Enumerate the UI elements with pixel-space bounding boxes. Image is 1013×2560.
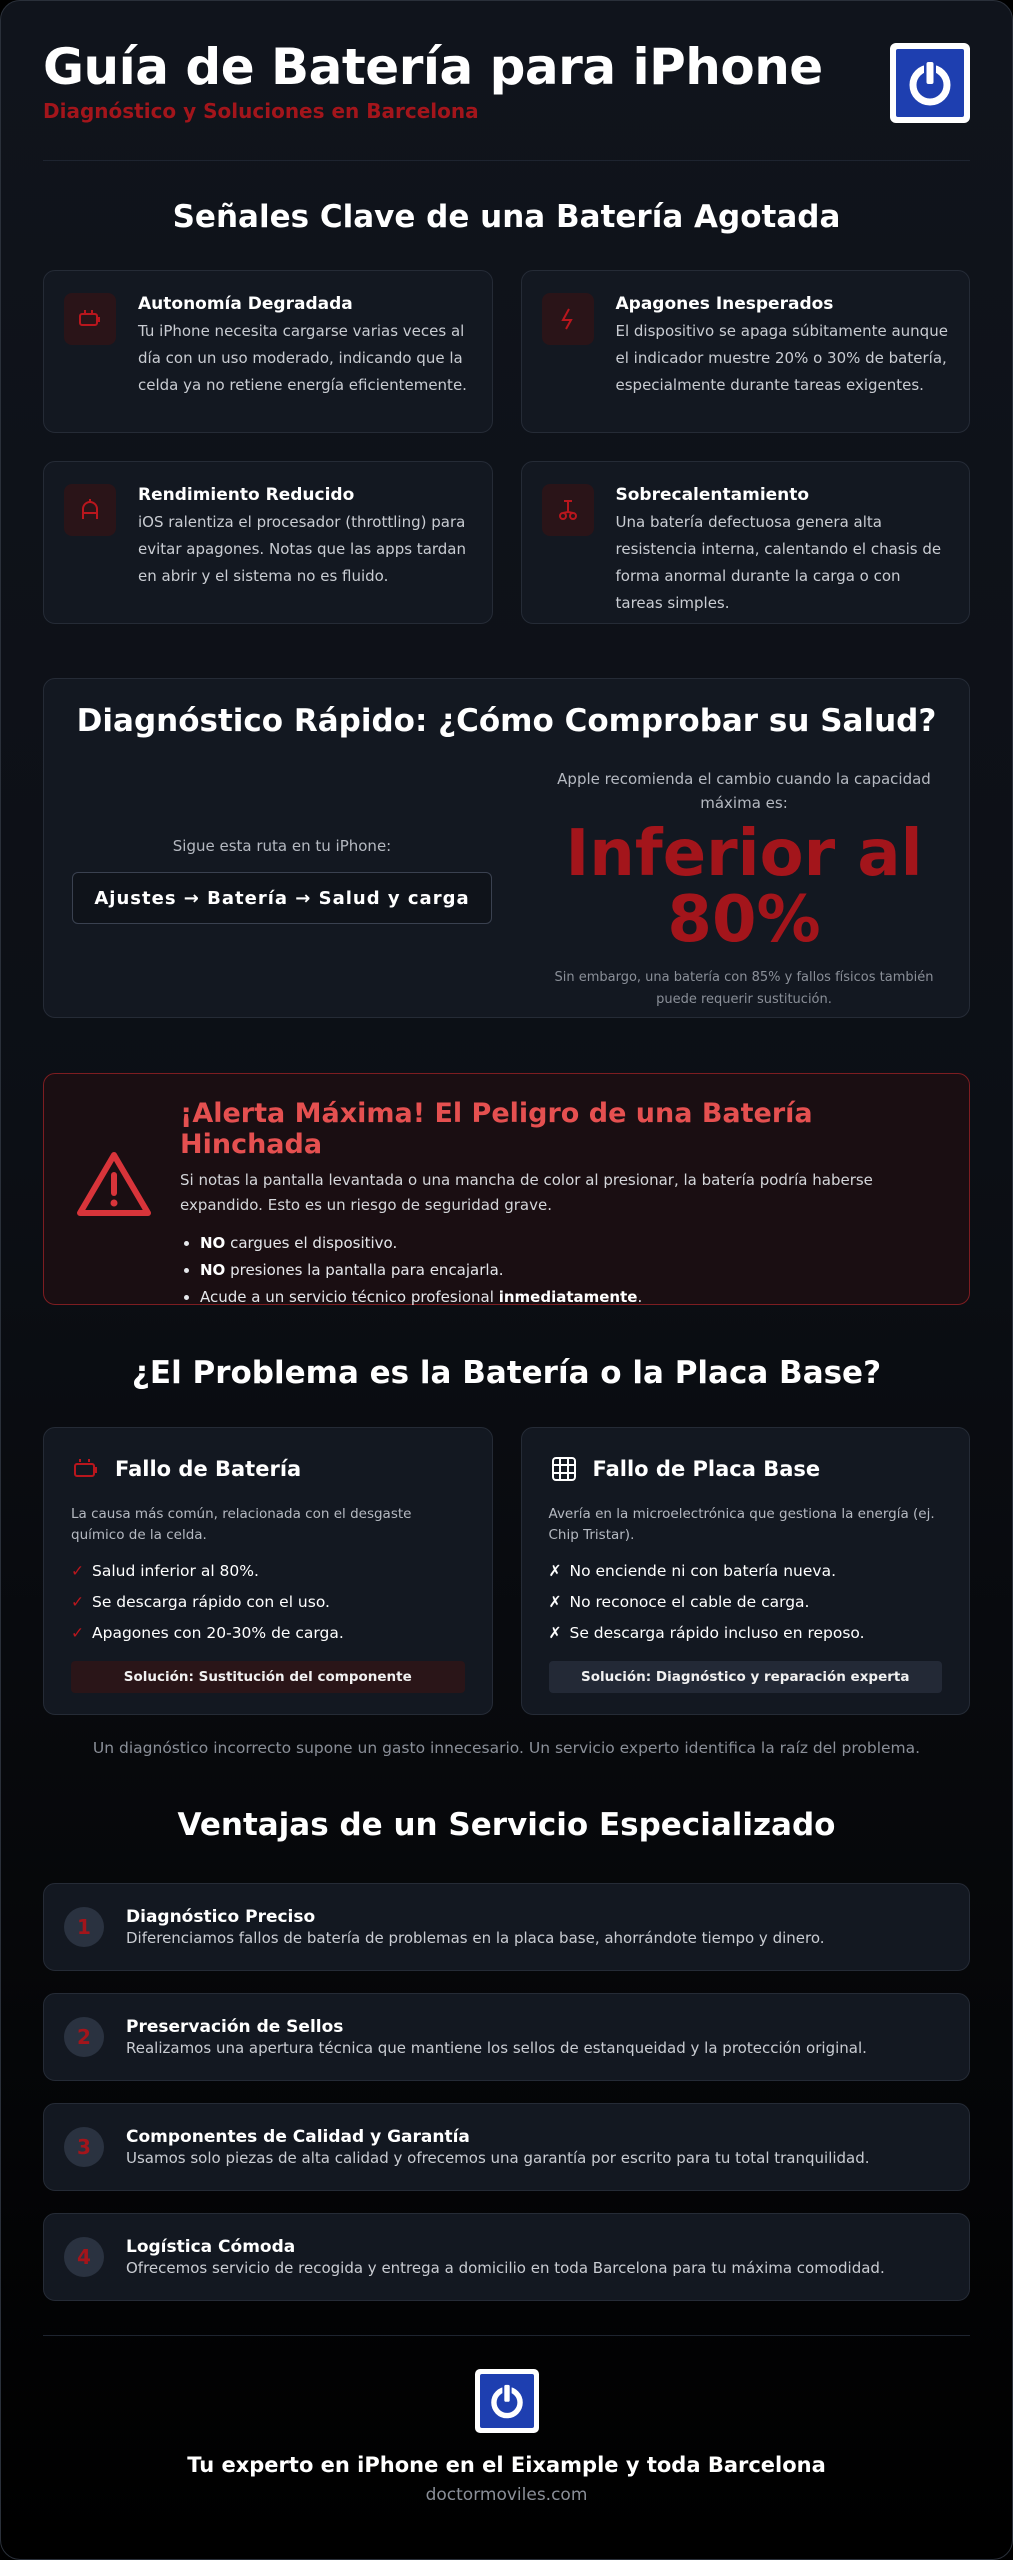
- advantage-title: Componentes de Calidad y Garantía: [126, 2127, 470, 2147]
- diagnostic-title: Diagnóstico Rápido: ¿Cómo Comprobar su Salud?: [76, 703, 937, 739]
- list-item: • NO presiones la pantalla para encajarla.: [200, 1257, 945, 1284]
- footer: [43, 2335, 970, 2505]
- signal-card: [521, 461, 971, 624]
- symptom-list: [71, 1556, 465, 1649]
- signal-desc: Una batería defectuosa genera alta resistencia interna, calentando el chasis de forma anormal durante la carga o con tareas simples.: [615, 513, 942, 612]
- step-number: 2: [64, 2017, 104, 2057]
- signal-card: [521, 270, 971, 433]
- battery-icon: [64, 293, 116, 345]
- card-desc: Avería en la microelectrónica que gestiona la energía (ej. Chip Tristar).: [548, 1506, 935, 1543]
- list-item: ✗ Se descarga rápido incluso en reposo.: [548, 1624, 865, 1642]
- threshold-value: Inferior al 80%: [565, 817, 923, 957]
- brand-logo: [475, 2369, 539, 2433]
- signal-title: Sobrecalentamiento: [615, 485, 810, 505]
- card-desc: La causa más común, relacionada con el desgaste químico de la celda.: [71, 1506, 412, 1543]
- advantage-item: [43, 2103, 970, 2191]
- comparison-title: ¿El Problema es la Batería o la Placa Base?: [131, 1355, 882, 1391]
- footer-tagline: Tu experto en iPhone en el Eixample y toda Barcelona: [187, 2453, 826, 2477]
- signal-desc: El dispositivo se apaga súbitamente aunque el indicador muestre 20% o 30% de batería, especialmente durante tareas exigentes.: [615, 322, 948, 394]
- list-item: ✗ No reconoce el cable de carga.: [548, 1593, 810, 1611]
- cross-icon: ✗: [548, 1624, 562, 1642]
- cross-icon: ✗: [548, 1593, 562, 1611]
- swollen-battery-alert: [43, 1073, 970, 1305]
- advantages-title: Ventajas de un Servicio Especializado: [177, 1807, 836, 1843]
- signal-title: Apagones Inesperados: [615, 294, 834, 314]
- threshold-note: Sin embargo, una batería con 85% y fallos físicos también puede requerir sustitución.: [554, 970, 934, 1007]
- list-item: ✓ Apagones con 20-30% de carga.: [71, 1624, 344, 1642]
- settings-path: Ajustes → Batería → Salud y carga: [72, 872, 492, 924]
- alert-title: ¡Alerta Máxima! El Peligro de una Batería Hinchada: [180, 1098, 813, 1160]
- signal-title: Rendimiento Reducido: [138, 485, 355, 505]
- advantage-desc: Ofrecemos servicio de recogida y entrega a domicilio en toda Barcelona para tu máxima comodidad.: [126, 2259, 885, 2277]
- step-number: 4: [64, 2237, 104, 2277]
- solution-badge: Solución: Sustitución del componente: [71, 1661, 465, 1693]
- brand-logo: [890, 43, 970, 123]
- route-label: Sigue esta ruta en tu iPhone:: [172, 837, 392, 855]
- advantage-desc: Usamos solo piezas de alta calidad y ofrecemos una garantía por escrito para tu total tranquilidad.: [126, 2149, 870, 2167]
- signal-card: [43, 461, 493, 624]
- comparison-note: Un diagnóstico incorrecto supone un gasto innecesario. Un servicio experto identifica la raíz del problema.: [92, 1739, 921, 1757]
- symptom-list: [549, 1556, 943, 1649]
- page-subtitle: Diagnóstico y Soluciones en Barcelona: [43, 99, 479, 123]
- board-fault-card: [521, 1427, 971, 1715]
- warning-icon: [74, 1149, 154, 1223]
- alert-desc: Si notas la pantalla levantada o una mancha de color al presionar, la batería podría haberse expandido. Esto es un riesgo de seguridad grave.: [180, 1171, 873, 1214]
- step-number: 3: [64, 2127, 104, 2167]
- check-icon: ✓: [71, 1593, 84, 1611]
- cross-icon: ✗: [548, 1562, 562, 1580]
- list-item: ✗ No enciende ni con batería nueva.: [548, 1562, 837, 1580]
- page-title: Guía de Batería para iPhone: [43, 38, 823, 96]
- signals-title: Señales Clave de una Batería Agotada: [172, 199, 841, 235]
- gauge-icon: [64, 484, 116, 536]
- signal-card: [43, 270, 493, 433]
- battery-icon: [71, 1454, 101, 1484]
- header: [43, 1, 970, 161]
- battery-fault-card: [43, 1427, 493, 1715]
- power-icon: [904, 57, 956, 109]
- route-block: [72, 834, 492, 924]
- signal-title: Autonomía Degradada: [138, 294, 353, 314]
- lightning-icon: [542, 293, 594, 345]
- advantage-title: Logística Cómoda: [126, 2237, 296, 2257]
- threshold-block: [534, 767, 954, 1011]
- signal-desc: iOS ralentiza el procesador (throttling) para evitar apagones. Notas que las apps tardan en abrir y el sistema no es fluido.: [138, 513, 467, 585]
- solution-badge: Solución: Diagnóstico y reparación experta: [549, 1661, 943, 1693]
- signal-desc: Tu iPhone necesita cargarse varias veces al día con un uso moderado, indicando que la celda ya no retiene energía eficientemente.: [138, 322, 467, 394]
- list-item: ✓ Salud inferior al 80%.: [71, 1562, 259, 1580]
- check-icon: ✓: [71, 1562, 84, 1580]
- diagnostic-panel: [43, 678, 970, 1018]
- advantage-item: [43, 1993, 970, 2081]
- chip-icon: [549, 1454, 579, 1484]
- list-item: ✓ Se descarga rápido con el uso.: [71, 1593, 330, 1611]
- list-item: • NO cargues el dispositivo.: [200, 1230, 945, 1257]
- alert-list: [180, 1230, 945, 1311]
- advantage-item: [43, 1883, 970, 1971]
- check-icon: ✓: [71, 1624, 84, 1642]
- card-title: Fallo de Batería: [115, 1457, 302, 1481]
- comparison-grid: [43, 1427, 970, 1715]
- advantage-desc: Realizamos una apertura técnica que mantiene los sellos de estanqueidad y la protección original.: [126, 2039, 867, 2057]
- card-title: Fallo de Placa Base: [592, 1457, 821, 1481]
- recommend-label: Apple recomienda el cambio cuando la capacidad máxima es:: [557, 770, 931, 812]
- step-number: 1: [64, 1907, 104, 1947]
- advantage-title: Preservación de Sellos: [126, 2017, 344, 2037]
- list-item: • Acude a un servicio técnico profesional inmediatamente.: [200, 1284, 945, 1311]
- signals-grid: [43, 270, 970, 624]
- thermometer-icon: [542, 484, 594, 536]
- advantage-title: Diagnóstico Preciso: [126, 1907, 316, 1927]
- advantage-desc: Diferenciamos fallos de batería de problemas en la placa base, ahorrándote tiempo y dinero.: [126, 1929, 825, 1947]
- website-link[interactable]: doctormoviles.com: [425, 2485, 588, 2505]
- advantages-list: [43, 1883, 970, 2301]
- power-icon: [487, 2381, 527, 2421]
- advantage-item: [43, 2213, 970, 2301]
